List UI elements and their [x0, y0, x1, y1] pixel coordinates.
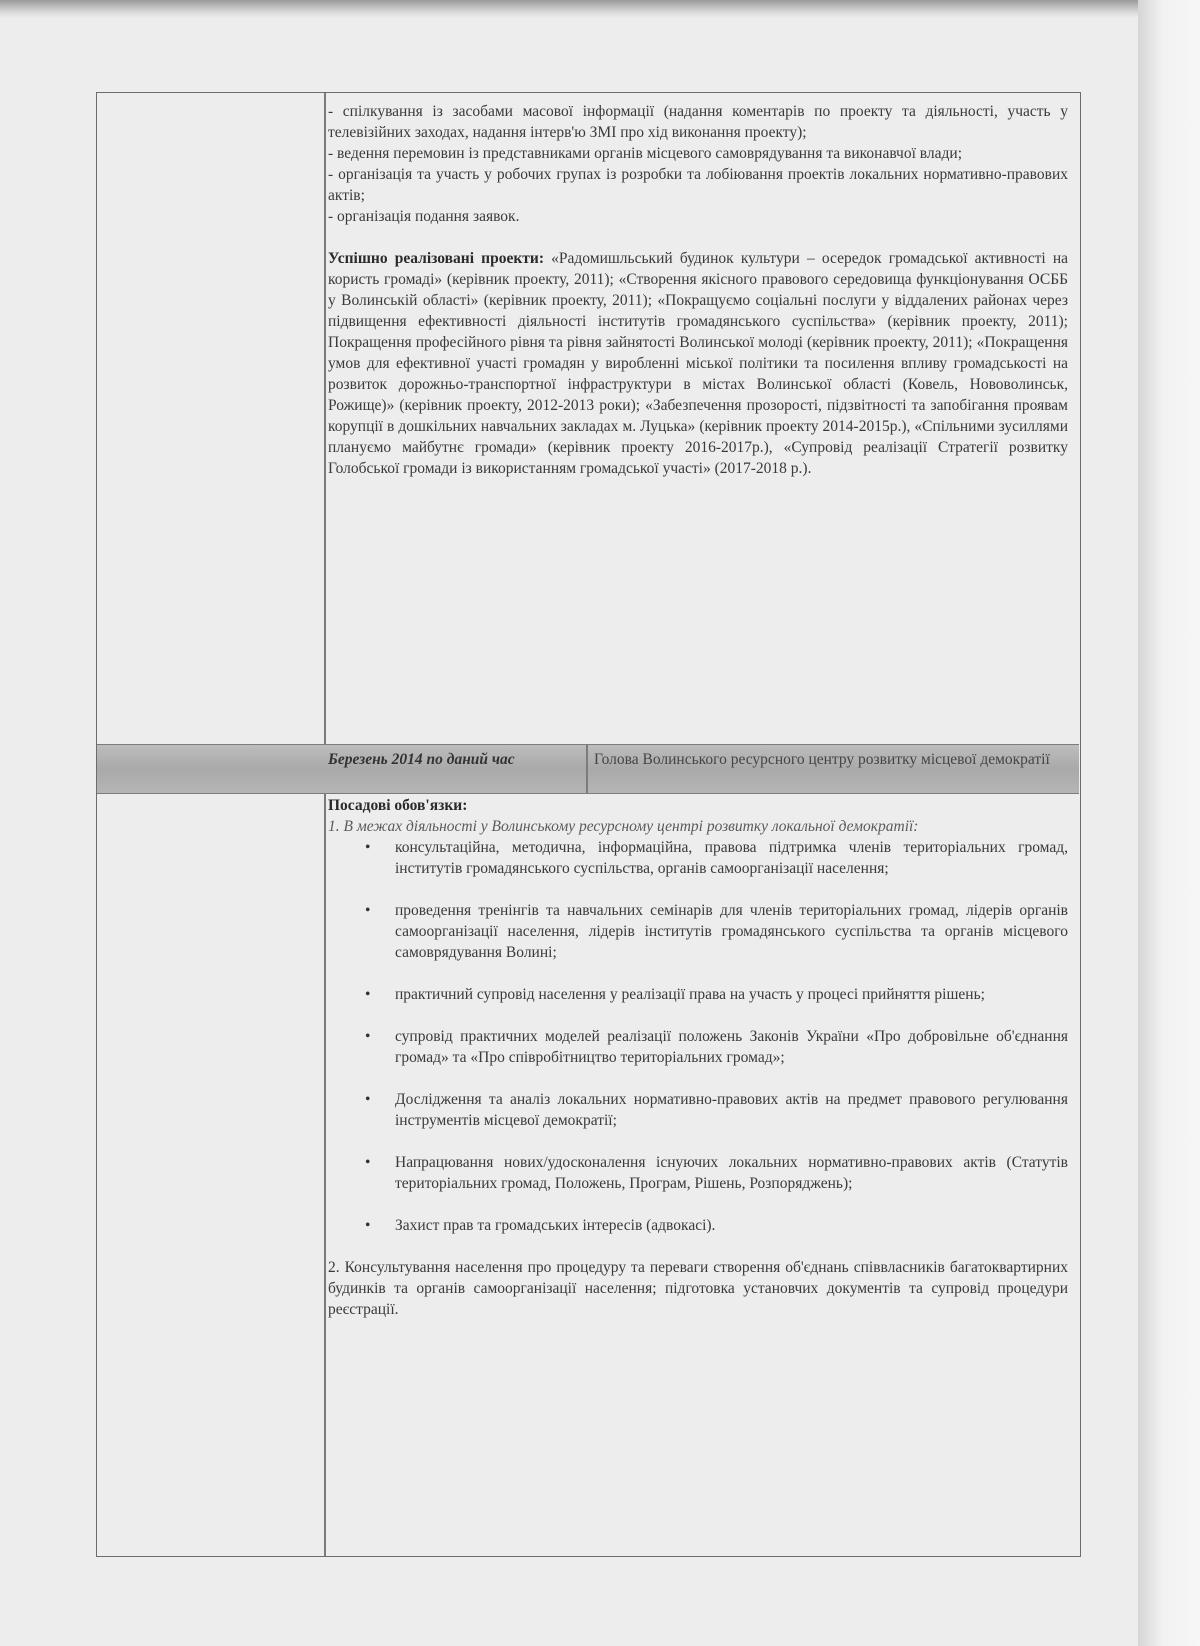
- resume-table: [96, 92, 1081, 1557]
- duties-list: [328, 837, 1068, 1236]
- duty-item: • практичний супровід населення у реалізації права на участь у процесі прийняття рішень;: [395, 984, 1068, 1005]
- duty-item: • Дослідження та аналіз локальних нормативно-правових актів на предмет правового регулювання інструментів місцевої демократії;: [395, 1089, 1068, 1131]
- duty-item: • Напрацювання нових/удосконалення існуючих локальних нормативно-правових актів (Статутів територіальних громад, Положень, Програм, Рішень, Розпоряджень);: [395, 1152, 1068, 1194]
- projects-heading: Успішно реалізовані проекти:: [328, 250, 544, 267]
- position-header-band: [97, 744, 1079, 794]
- position-role: Голова Волинського ресурсного центру розвитку місцевої демократії: [594, 751, 1050, 768]
- duties-subtitle: 1. В межах діяльності у Волинському ресурсному центрі розвитку локальної демократії:: [328, 818, 919, 835]
- column-divider: [324, 93, 326, 1556]
- projects-text: «Радомишльський будинок культури – осередок громадської активності на користь громаді» (керівник проекту, 2011); «Створення якісного правового середовища функціонування ОСББ у Волинській області» (керівник проекту, 2011); «Покращуємо соціальні послуги у віддалених районах через підвищення ефективності діяльності інститутів громадянського суспільства» (керівник проекту, 2011); Покращення професійного рівня та рівня зайнятості Волинської молоді (керівник проекту, 2011); «Покращення умов для ефективної участі громадян у виробленні міської політики та посилення впливу громадськості на розвиток дорожньо-транспортної інфраструктури в містах Волинської області (Ковель, Нововолинськ, Рожище)» (керівник проекту, 2012-2013 роки); «Забезпечення прозорості, підзвітності та запобігання проявам корупції в дошкільних навчальних закладах м. Луцька» (керівник проекту 2014-2015р.), «Спільними зусиллями плануємо майбутнє громади» (керівник проекту 2016-2017р.), «Супровід реалізації Стратегії розвитку Голобської громади із використанням громадської участі» (2017-2018 р.).: [328, 250, 1069, 477]
- duty-item: • Захист прав та громадських інтересів (адвокасі).: [395, 1215, 1068, 1236]
- activity-line: - організація подання заявок.: [328, 208, 520, 225]
- activity-line: - організація та участь у робочих групах із розробки та лобіювання проектів локальних нормативно-правових актів;: [328, 166, 1068, 204]
- page-top-edge: [0, 0, 1138, 18]
- duties-title: Посадові обов'язки:: [328, 797, 468, 814]
- position-date: Березень 2014 по даний час: [328, 751, 515, 768]
- consulting-paragraph: 2. Консультування населення про процедуру та переваги створення об'єднань співвласників багатоквартирних будинків та органів самоорганізації населення; підготовка установчих документів та супровід процедури реєстрації.: [328, 1259, 1068, 1318]
- page-right-edge: [1138, 0, 1200, 1646]
- activity-line: - спілкування із засобами масової інформації (надання коментарів по проекту та діяльності, участь у телевізійних заходах, надання інтерв'ю ЗМІ про хід виконання проекту);: [328, 103, 1068, 141]
- band-divider: [586, 745, 588, 793]
- duty-item: • консультаційна, методична, інформаційна, правова підтримка членів територіальних громад, інститутів громадянського суспільства, органів самоорганізації населення;: [395, 837, 1068, 879]
- projects-paragraph: [328, 248, 1068, 479]
- duty-item: • супровід практичних моделей реалізації положень Законів України «Про добровільне об'єднання громад» та «Про співробітництво територіальних громад»;: [395, 1026, 1068, 1068]
- duty-item: • проведення тренінгів та навчальних семінарів для членів територіальних громад, лідерів органів самоорганізації населення, лідерів інститутів громадянського суспільства та органів місцевого самоврядування Волині;: [395, 900, 1068, 963]
- activities-cell: [328, 101, 1068, 479]
- duties-cell: [328, 795, 1068, 1320]
- activity-line: - ведення перемовин із представниками органів місцевого самоврядування та виконавчої влади;: [328, 145, 963, 162]
